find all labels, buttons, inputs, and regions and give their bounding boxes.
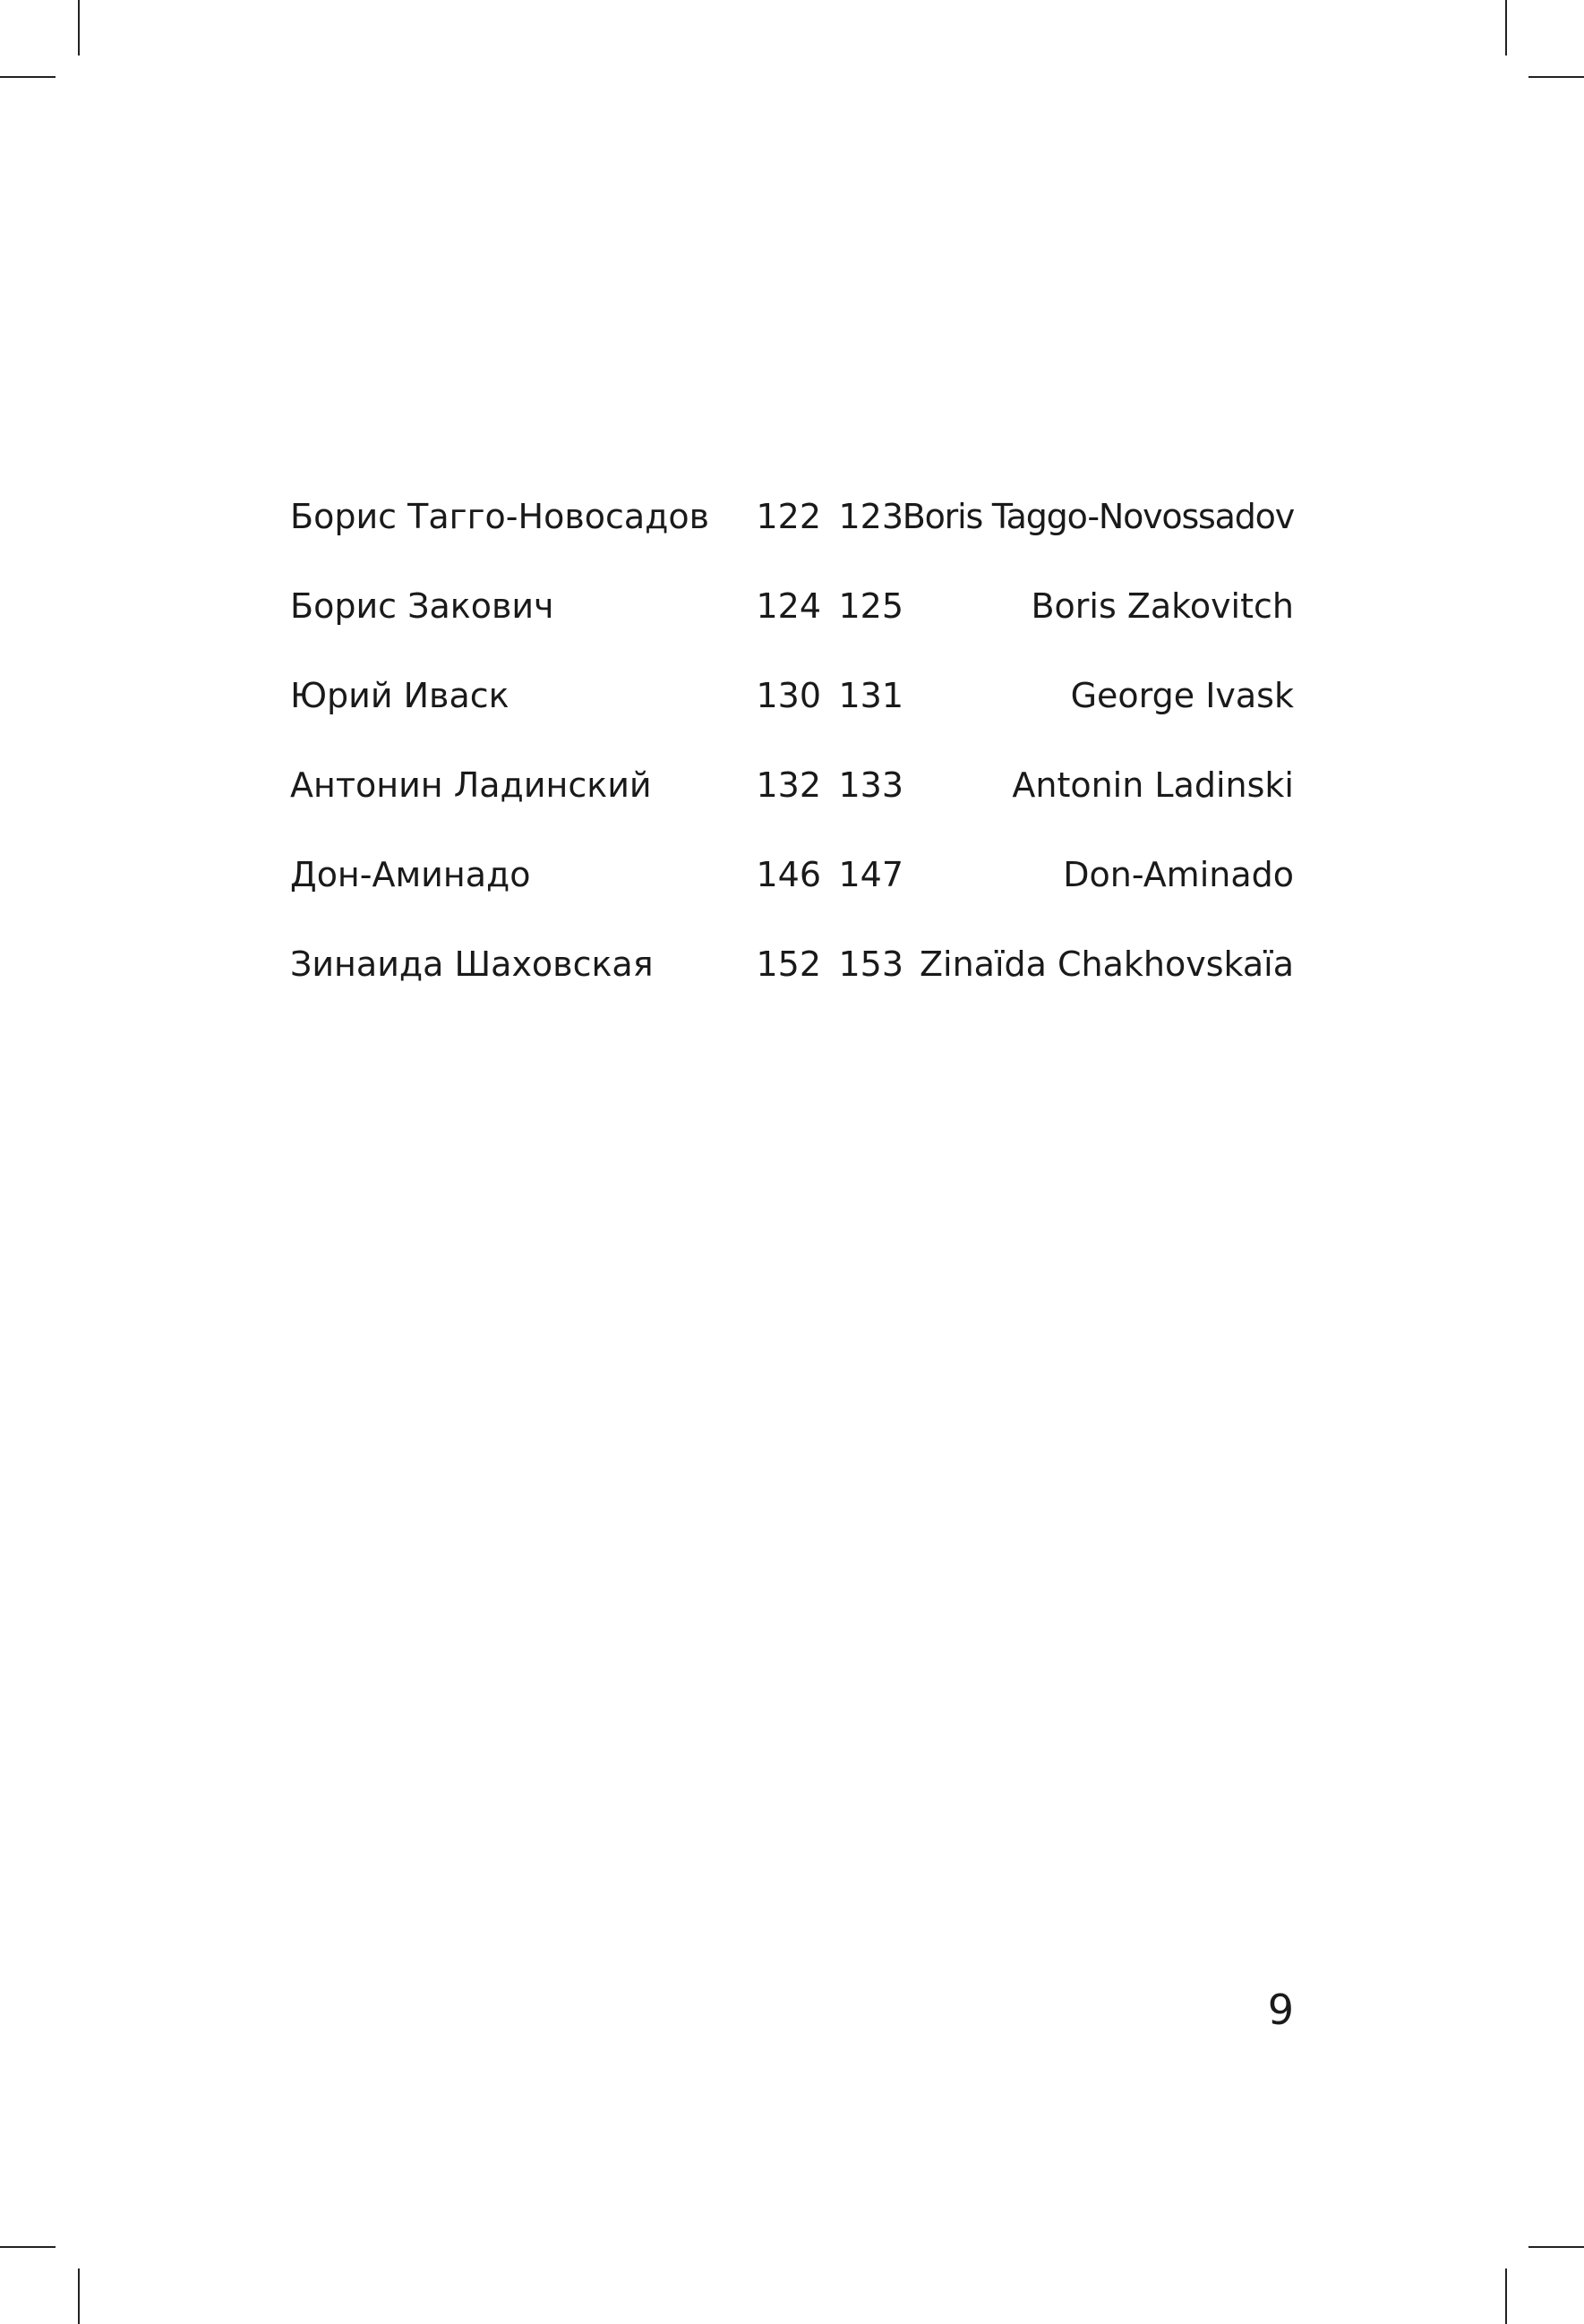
toc-entry xyxy=(0,490,1584,543)
crop-mark-top-right-vertical xyxy=(1505,0,1507,56)
author-name-russian: Борис Закович xyxy=(290,586,554,626)
author-name-latin: Zinaïda Chakhovskaïa xyxy=(920,944,1294,984)
toc-entry xyxy=(0,848,1584,901)
crop-mark-top-right-horizontal xyxy=(1528,76,1584,78)
page-number-left: 124 xyxy=(756,586,821,626)
page-number-right: 131 xyxy=(838,676,903,715)
page-number-right: 123 xyxy=(838,497,903,536)
page-number-right: 133 xyxy=(838,765,903,805)
page-number-left: 132 xyxy=(756,765,821,805)
author-name-latin: Boris Taggo-Novossadov xyxy=(902,497,1294,536)
page-number-left: 130 xyxy=(756,676,821,715)
crop-mark-bottom-left-horizontal xyxy=(0,2246,56,2248)
author-name-latin: Antonin Ladinski xyxy=(1012,765,1294,805)
page-number-left: 122 xyxy=(756,497,821,536)
page-number: 9 xyxy=(1267,1986,1294,2034)
author-name-russian: Зинаида Шаховская xyxy=(290,944,654,984)
page-number-right: 153 xyxy=(838,944,903,984)
toc-entry xyxy=(0,579,1584,633)
toc-entry xyxy=(0,758,1584,812)
author-name-russian: Юрий Иваск xyxy=(290,676,509,715)
crop-mark-top-left-horizontal xyxy=(0,76,56,78)
crop-mark-bottom-right-horizontal xyxy=(1528,2246,1584,2248)
author-name-latin: George Ivask xyxy=(1070,676,1294,715)
author-name-latin: Boris Zakovitch xyxy=(1031,586,1294,626)
crop-mark-bottom-left-vertical xyxy=(78,2268,80,2324)
toc-entry xyxy=(0,937,1584,991)
author-name-russian: Антонин Ладинский xyxy=(290,765,652,805)
author-name-latin: Don-Aminado xyxy=(1063,855,1294,894)
page-number-left: 146 xyxy=(756,855,821,894)
crop-mark-top-left-vertical xyxy=(78,0,80,56)
page-number-right: 125 xyxy=(838,586,903,626)
author-name-russian: Борис Тагго-Новосадов xyxy=(290,497,710,536)
crop-mark-bottom-right-vertical xyxy=(1505,2268,1507,2324)
page-number-right: 147 xyxy=(838,855,903,894)
page-number-left: 152 xyxy=(756,944,821,984)
toc-entry xyxy=(0,669,1584,722)
author-name-russian: Дон-Аминадо xyxy=(290,855,531,894)
